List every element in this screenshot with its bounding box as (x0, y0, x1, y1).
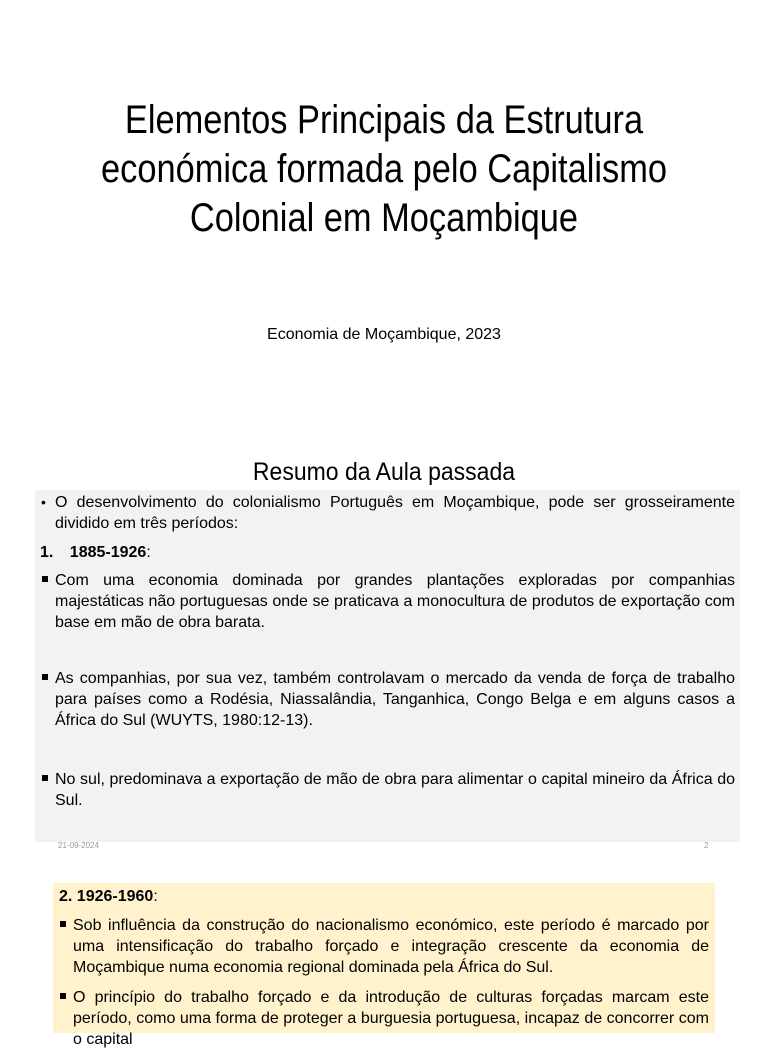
slide-3-content-box (53, 883, 715, 1048)
square-bullet-icon (42, 775, 48, 781)
slide-page-number: 2 (704, 841, 709, 850)
slide-1-subtitle: Economia de Moçambique, 2023 (267, 326, 501, 343)
intro-paragraph (41, 492, 735, 534)
slide-1-title: Elementos Principais da Estrutura económica formada pelo Capitalismo Colonial em Moçambique (101, 98, 667, 240)
square-bullet-icon (60, 921, 66, 927)
intro-text: O desenvolvimento do colonialismo Português em Moçambique, pode ser grosseiramente dividido em três períodos: (55, 494, 735, 532)
period-1-heading (40, 544, 151, 562)
bullet-text: No sul, predominava a exportação de mão de obra para alimentar o capital mineiro da África do Sul. (55, 771, 735, 809)
square-bullet-icon (42, 674, 48, 680)
bullet-item (55, 668, 735, 731)
slide-2 (0, 455, 768, 855)
period-1-label: 1885-1926 (69, 544, 147, 561)
summary-content-box (35, 490, 740, 842)
bullet-item (55, 570, 735, 633)
slide-footer-date: 21-09-2024 (58, 841, 99, 850)
bullet-item (73, 915, 709, 978)
square-bullet-icon (60, 993, 66, 999)
bullet-text: O princípio do trabalho forçado e da introdução de culturas forçadas marcam este período, como uma forma de proteger a burguesia portuguesa, incapaz de concorrer com o capital (73, 989, 709, 1048)
period-2-colon: : (153, 888, 158, 905)
period-1-number: 1. (40, 544, 54, 561)
bullet-item (55, 769, 735, 811)
period-2-label: 2. 1926-1960 (59, 888, 154, 905)
bullet-item (73, 987, 709, 1050)
slide-1 (0, 0, 768, 430)
bullet-text: Sob influência da construção do nacionalismo económico, este período é marcado por uma intensificação do trabalho forçado e integração crescente da economia de Moçambique numa economia regional dominada pela África do Sul. (73, 917, 709, 976)
period-2-heading (59, 888, 158, 906)
bullet-text: As companhias, por sua vez, também controlavam o mercado da venda de força de trabalho para países como a Rodésia, Niassalândia, Tanganhica, Congo Belga e em alguns casos a África do Sul (WUYTS, 1980:12-13). (55, 670, 735, 729)
round-bullet-icon: • (41, 494, 46, 510)
square-bullet-icon (42, 576, 48, 582)
period-1-colon: : (146, 544, 151, 561)
bullet-text: Com uma economia dominada por grandes plantações exploradas por companhias majestáticas não portuguesas onde se praticava a monocultura de produtos de exportação com base em mão de obra barata. (55, 572, 735, 631)
slide-2-title: Resumo da Aula passada (252, 458, 516, 486)
